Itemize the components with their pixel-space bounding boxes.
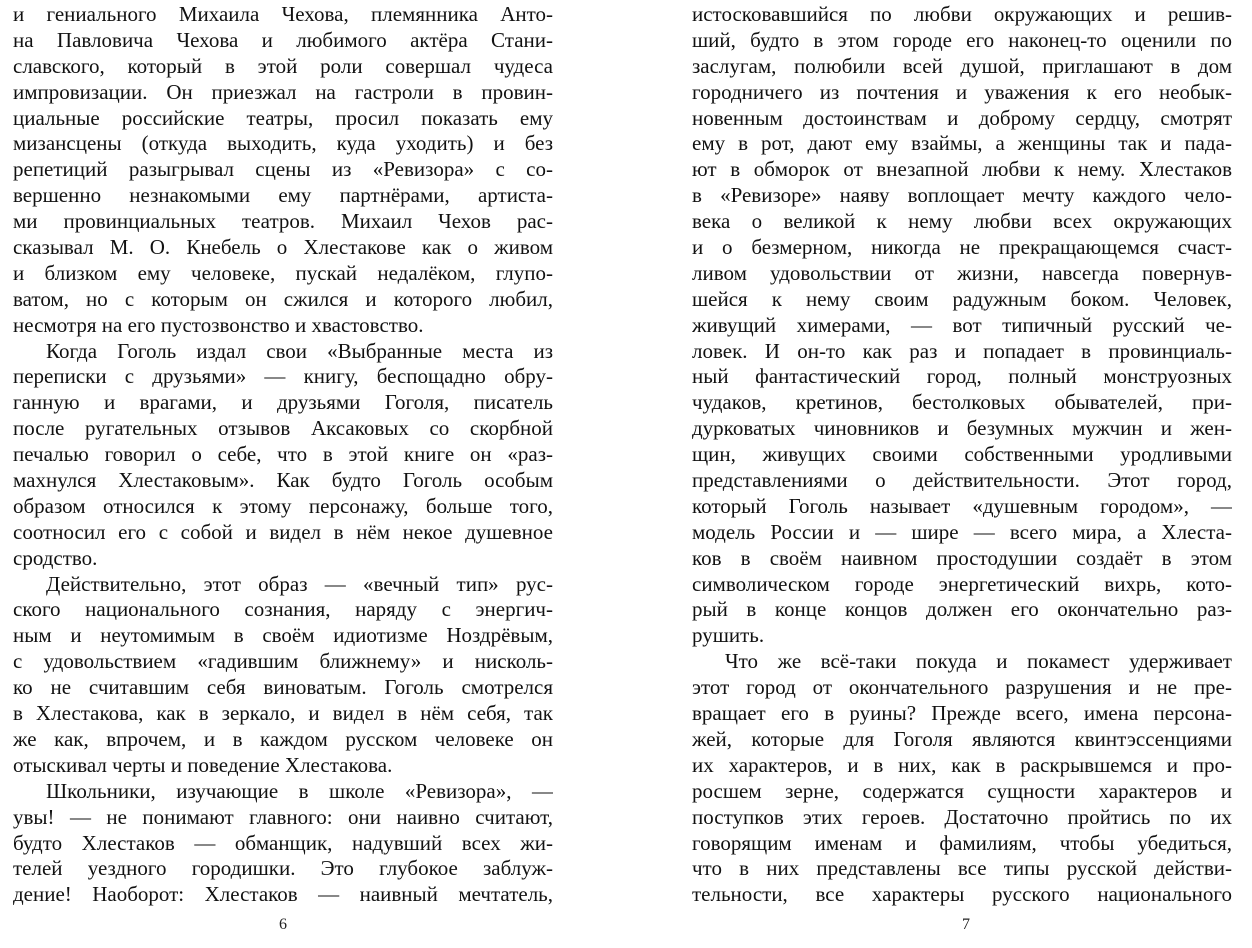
text-line: истосковавшийся по любви окружающих и решив- [692, 2, 1232, 26]
text-line: символическом городе энергетический вихрь, кото- [692, 571, 1232, 596]
text-line: циальные российские театры, просил показать ему [13, 105, 553, 130]
text-line: махнулся Хлестаковым». Как будто Гоголь особым [13, 468, 553, 493]
text-line: ный фантастический город, полный монструозных [692, 364, 1232, 389]
text-line: ют в обморок от внезапной любви к нему. Хлестаков [692, 157, 1232, 182]
text-line: их характеров, и в них, как в раскрывшемся и про- [692, 752, 1232, 777]
text-line: ского национального сознания, наряду с энергич- [13, 597, 553, 622]
text-line: ным и неутомимым в своём идиотизме Ноздрёвым, [13, 623, 553, 648]
text-line: после ругательных отзывов Аксаковых со скорбной [13, 416, 553, 441]
text-line: вершенно незнакомыми ему партнёрами, артиста- [13, 183, 553, 208]
text-line: ватом, но с которым он сжился и которого любил, [13, 286, 553, 311]
text-line: увы! — не понимают главного: они наивно считают, [13, 804, 553, 829]
text-line: ганную и врагами, и друзьями Гоголя, писатель [13, 390, 553, 415]
text-line: ший, будто в этом городе его наконец-то оценили по [692, 27, 1232, 52]
text-line: переписки с друзьями» — книгу, беспощадно обру- [13, 364, 553, 389]
left-page-number: 6 [279, 916, 287, 933]
text-line: который Гоголь называет «душевным городом», — [692, 493, 1232, 518]
text-line: ему в рот, дают ему взаймы, а женщины так и пада- [692, 131, 1232, 156]
text-line: ко не считавшим себя виноватым. Гоголь смотрелся [13, 675, 553, 700]
text-line: тельности, все характеры русского национального [692, 882, 1232, 907]
text-line: на Павловича Чехова и любимого актёра Стани- [13, 27, 553, 52]
text-line: этот город от окончательного разрушения и не пре- [692, 675, 1232, 700]
right-page-text [692, 2, 1232, 908]
text-line: соотносил его с собой и видел в нём некое душевное [13, 519, 553, 544]
text-line: Школьники, изучающие в школе «Ревизора», — [46, 778, 553, 803]
text-line: и о безмерном, никогда не прекращающемся счаст- [692, 235, 1232, 260]
right-page-number: 7 [962, 916, 970, 933]
text-line: мизансцены (откуда выходить, куда уходить) и без [13, 131, 553, 156]
text-line: модель России и — шире — всего мира, а Хлеста- [692, 519, 1232, 544]
text-line: новенным достоинствам и доброму сердцу, смотрят [692, 105, 1232, 130]
text-line: говорящим именам и фамилиям, чтобы убедиться, [692, 830, 1232, 855]
text-line: телей уездного городишки. Это глубокое заблуж- [13, 856, 553, 881]
text-line: что в них представлены все типы русской действи- [692, 856, 1232, 881]
left-page [13, 2, 553, 948]
text-line: образом относился к этому персонажу, больше того, [13, 493, 553, 518]
text-line: ми провинциальных театров. Михаил Чехов рас- [13, 209, 553, 234]
left-page-text [13, 2, 553, 908]
text-line: Что же всё-таки покуда и покамест удерживает [725, 649, 1232, 674]
text-line: в Хлестакова, как в зеркало, и видел в нём себя, так [13, 701, 553, 726]
text-line: поступков этих героев. Достаточно пройтись по их [692, 804, 1232, 829]
text-line: рушить. [692, 623, 765, 648]
text-line: и гениального Михаила Чехова, племянника Анто- [13, 2, 553, 26]
text-line: заслугам, полюбили всей душой, приглашают в дом [692, 53, 1232, 78]
text-line: дение! Наоборот: Хлестаков — наивный мечтатель, [13, 882, 553, 907]
text-line: и близком ему человеке, пускай недалёком, глупо- [13, 260, 553, 285]
text-line: Действительно, этот образ — «вечный тип» рус- [46, 571, 553, 596]
right-page [692, 2, 1232, 948]
text-line: вращает его в руины? Прежде всего, имена персона- [692, 701, 1232, 726]
text-line: щин, живущих своими собственными уродливыми [692, 442, 1232, 467]
text-line: живущий химерами, — вот типичный русский че- [692, 312, 1232, 337]
text-line: представлениями о действительности. Этот город, [692, 468, 1232, 493]
text-line: репетиций разыгрывал сцены из «Ревизора» с со- [13, 157, 553, 182]
text-line: в «Ревизоре» наяву воплощает мечту каждого чело- [692, 183, 1232, 208]
text-line: с удовольствием «гадившим ближнему» и нисколь- [13, 649, 553, 674]
text-line: отыскивал черты и поведение Хлестакова. [13, 752, 393, 777]
text-line: века о великой к нему любви всех окружающих [692, 209, 1232, 234]
text-line: будто Хлестаков — обманщик, надувший всех жи- [13, 830, 553, 855]
text-line: ловек. И он-то как раз и попадает в провинциаль- [692, 338, 1232, 363]
text-line: рый в конце концов должен его окончательно раз- [692, 597, 1232, 622]
text-line: росшем зерне, содержатся сущности характеров и [692, 778, 1232, 803]
text-line: жей, которые для Гоголя являются квинтэссенциями [692, 726, 1232, 751]
text-line: импровизации. Он приезжал на гастроли в провин- [13, 79, 553, 104]
text-line: несмотря на его пустозвонство и хвастовство. [13, 312, 424, 337]
text-line: Когда Гоголь издал свои «Выбранные места из [46, 338, 553, 363]
text-line: ков в своём наивном простодушии создаёт в этом [692, 545, 1232, 570]
text-line: ливом удовольствии от жизни, навсегда повернув- [692, 260, 1232, 285]
text-line: же как, впрочем, и в каждом русском человеке он [13, 726, 553, 751]
text-line: печалью говорил о себе, что в этой книге он «раз- [13, 442, 553, 467]
text-line: шейся к нему своим радужным боком. Человек, [692, 286, 1232, 311]
text-line: дурковатых чиновников и безумных мужчин и жен- [692, 416, 1232, 441]
text-line: славского, который в этой роли совершал чудеса [13, 53, 553, 78]
text-line: городничего из почтения и уважения к его необык- [692, 79, 1232, 104]
text-line: сродство. [13, 545, 98, 570]
text-line: сказывал М. О. Кнебель о Хлестакове как о живом [13, 235, 553, 260]
text-line: чудаков, кретинов, бестолковых обывателей, при- [692, 390, 1232, 415]
